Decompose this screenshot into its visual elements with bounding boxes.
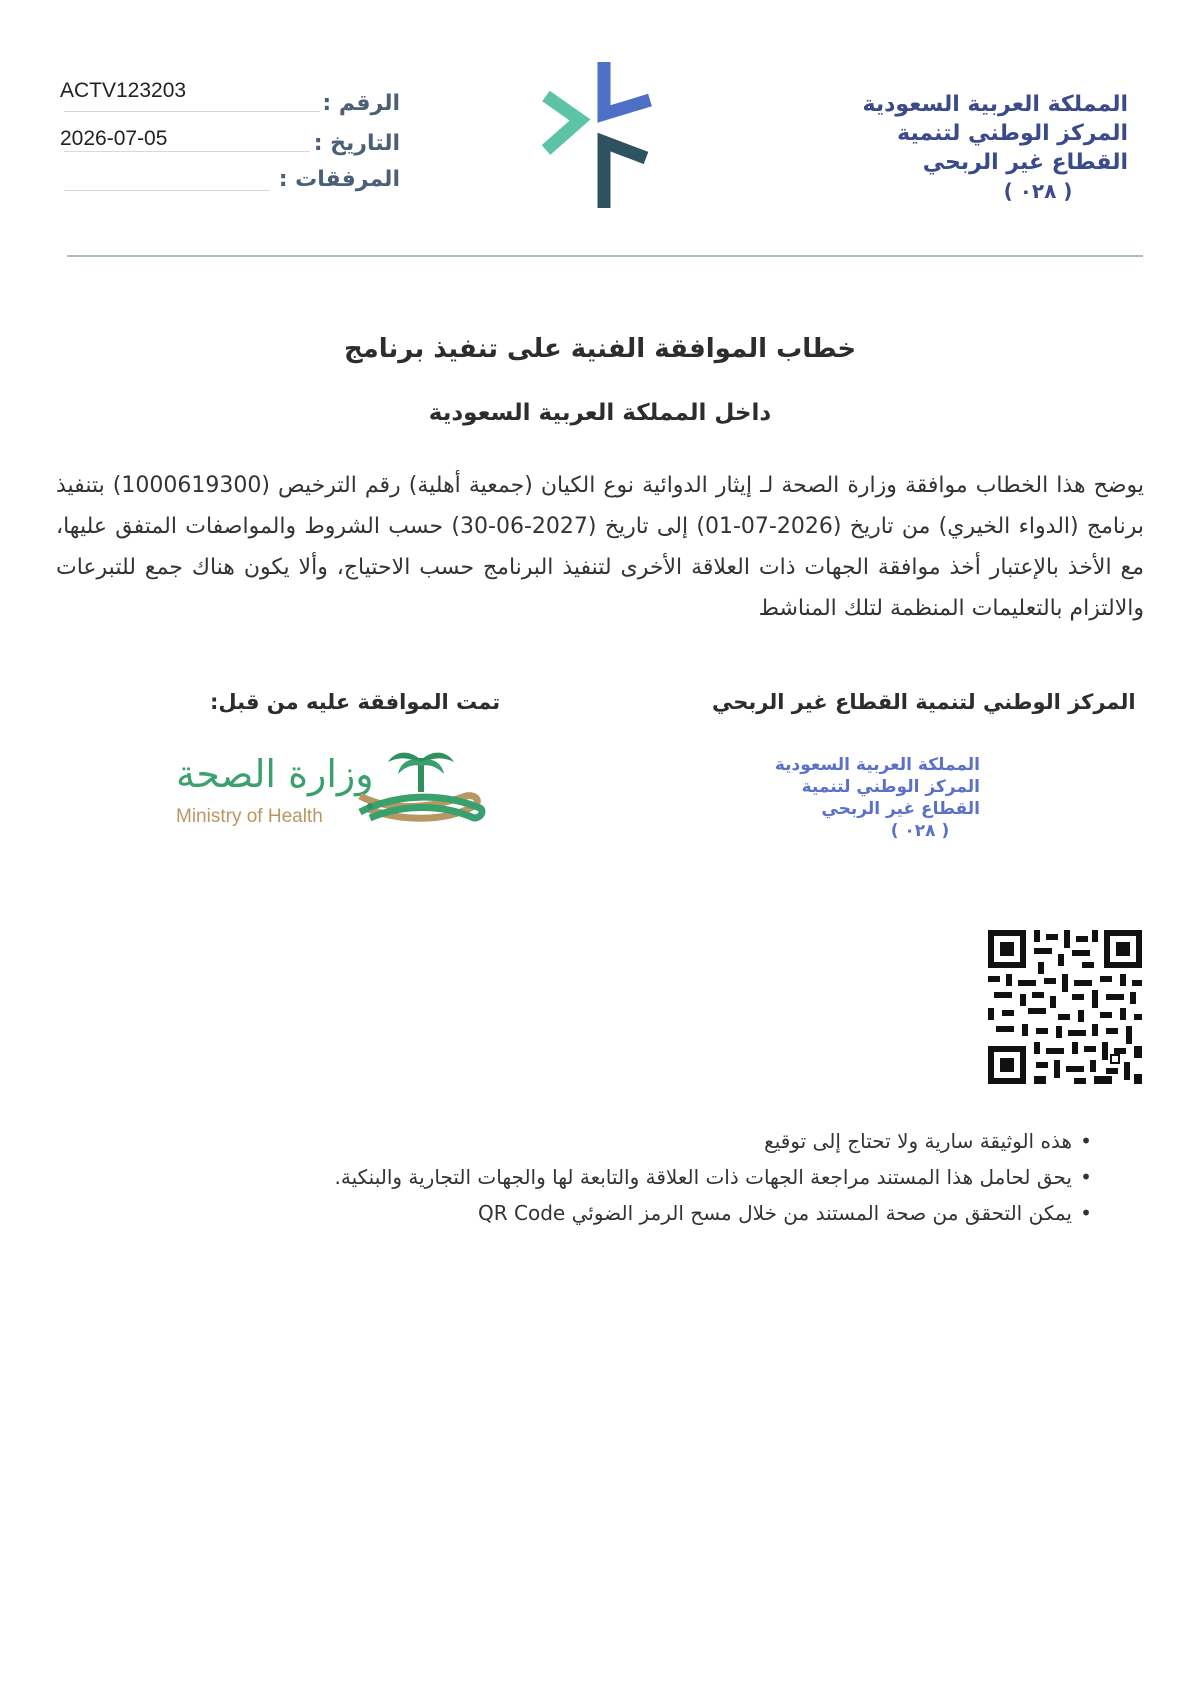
org-code: ( ٠٢٨ ) (1003, 179, 1073, 203)
letter-subtitle: داخل المملكة العربية السعودية (428, 400, 772, 426)
org-sector: القطاع غير الربحي (922, 150, 1128, 175)
note-text: يحق لحامل هذا المستند مراجعة الجهات ذات العلاقة والتابعة لها والجهات التجارية والبنكية. (334, 1165, 1072, 1189)
ncnp-signature-heading: المركز الوطني لتنمية القطاع غير الربحي (712, 690, 1136, 714)
reference-number-row (60, 79, 400, 116)
list-item (200, 1123, 1100, 1159)
date-line (64, 151, 310, 152)
stamp-code: ( ٠٢٨ ) (890, 821, 950, 841)
notes-list (200, 1123, 1100, 1231)
note-text: يمكن التحقق من صحة المستند من خلال مسح الرمز الضوئي QR Code (478, 1201, 1072, 1225)
approved-by-heading: تمت الموافقة عليه من قبل: (210, 690, 501, 714)
list-item (200, 1159, 1100, 1195)
attachments-label: المرفقات : (278, 167, 400, 192)
header-divider (67, 255, 1143, 257)
moh-arabic-name: وزارة الصحة (176, 752, 374, 796)
date-label: التاريخ : (313, 131, 400, 156)
ncnp-stamp (760, 754, 980, 841)
reference-number-label: الرقم : (322, 91, 400, 116)
list-item (200, 1195, 1100, 1231)
reference-number-line (64, 111, 320, 112)
org-header-block (828, 90, 1128, 203)
qr-code-icon[interactable] (988, 930, 1142, 1084)
stamp-sector: القطاع غير الربحي (821, 799, 980, 819)
ncnp-logo-icon (540, 58, 660, 213)
attachments-line (64, 190, 270, 191)
moh-palm-emblem-icon (356, 748, 486, 828)
stamp-country: المملكة العربية السعودية (774, 755, 980, 775)
attachments-row (60, 167, 400, 201)
stamp-center: المركز الوطني لتنمية (801, 777, 980, 797)
reference-number: ACTV123203 (60, 79, 187, 102)
letter-body: يوضح هذا الخطاب موافقة وزارة الصحة لـ إيثار الدوائية نوع الكيان (جمعية أهلية) رقم الترخيص (1000619300) بتنفيذ برنامج (الدواء الخيري) من تاريخ (2026-07-01) إلى تاريخ (2027-06-30) حسب الشروط والمواصفات المتفق عليها، مع الأخذ بالإعتبار أخذ موافقة الجهات ذات العلاقة الأخرى لتنفيذ البرنامج حسب الاحتياج، وألا يكون هناك جمع للتبرعات والالتزام بالتعليمات المنظمة لتلك المناشط (56, 473, 1144, 621)
date-row (60, 127, 400, 161)
note-text: هذه الوثيقة سارية ولا تحتاج إلى توقيع (764, 1129, 1072, 1153)
bullet-icon: • (1080, 1201, 1092, 1225)
moh-english-name: Ministry of Health (176, 806, 323, 827)
date-value: 2026-07-05 (60, 127, 168, 150)
letter-title: خطاب الموافقة الفنية على تنفيذ برنامج (343, 334, 857, 364)
org-center: المركز الوطني لتنمية (897, 121, 1128, 146)
org-country: المملكة العربية السعودية (862, 92, 1128, 117)
bullet-icon: • (1080, 1165, 1092, 1189)
bullet-icon: • (1080, 1129, 1092, 1153)
